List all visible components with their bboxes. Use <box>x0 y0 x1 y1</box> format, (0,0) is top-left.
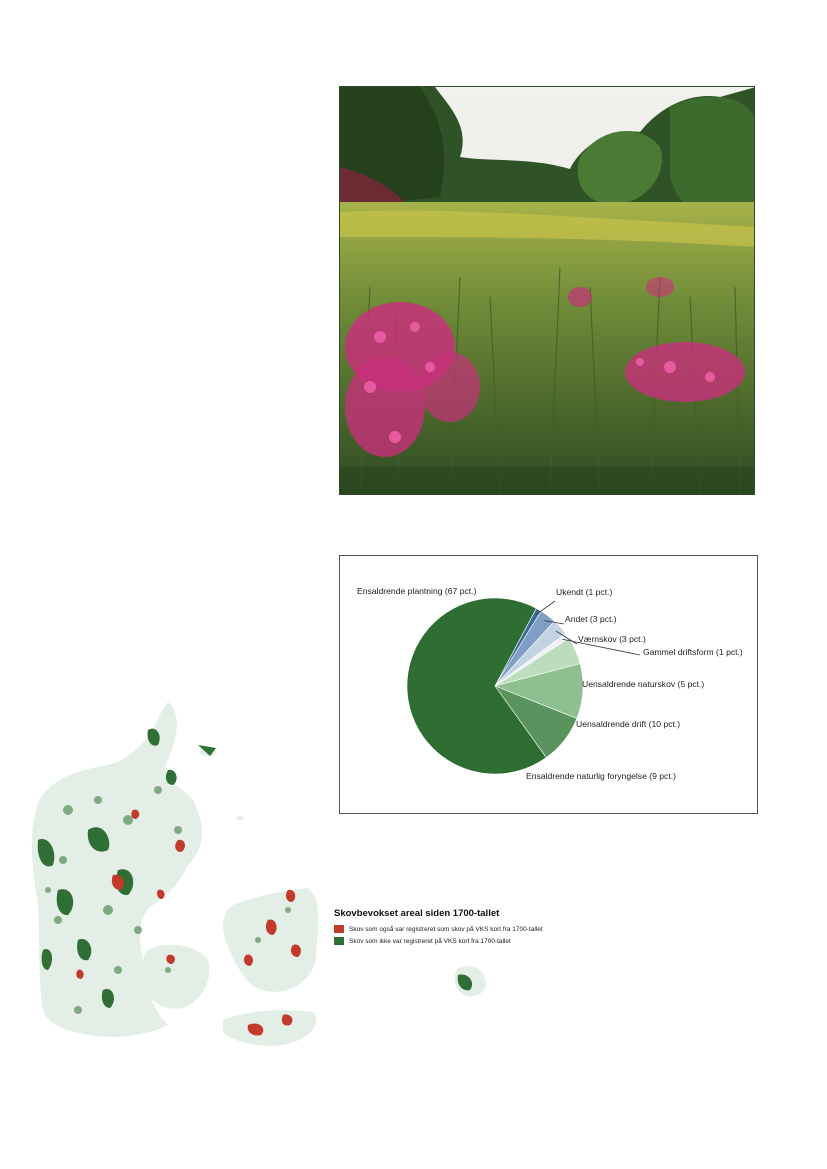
pie-label-7: Ensaldrende plantning (67 pct.) <box>357 586 477 596</box>
legend-swatch-green <box>334 937 344 945</box>
legend-label-old-forest: Skov som også var registreret som skov på VKS kort fra 1700-tallet <box>349 925 543 933</box>
zealand-land <box>223 888 318 992</box>
pie-label-4: Uensaldrende naturskov (5 pct.) <box>582 679 705 689</box>
pie-label-5: Uensaldrende drift (10 pct.) <box>576 719 681 729</box>
meadow-photo <box>339 86 755 495</box>
legend-item-old-forest <box>334 925 594 933</box>
pie-label-3: Gammel driftsform (1 pct.) <box>643 647 743 657</box>
map-legend-title: Skovbevokset areal siden 1700-tallet <box>334 908 500 919</box>
legend-swatch-red <box>334 925 344 933</box>
map-legend <box>334 908 594 949</box>
pie-label-2: Værnskov (3 pct.) <box>578 634 646 644</box>
funen-land <box>142 945 209 1009</box>
pie-leader-line-0 <box>536 601 555 615</box>
pie-label-1: Andet (3 pct.) <box>565 614 617 624</box>
denmark-forest-map <box>18 690 578 1080</box>
legend-item-new-forest <box>334 937 594 945</box>
pie-label-0: Ukendt (1 pct.) <box>556 587 613 597</box>
pie-label-6: Ensaldrende naturlig foryngelse (9 pct.) <box>526 771 676 781</box>
legend-label-new-forest: Skov som ikke var registreret på VKS kort fra 1700-tallet <box>349 937 511 945</box>
lolland-land <box>223 1010 316 1046</box>
